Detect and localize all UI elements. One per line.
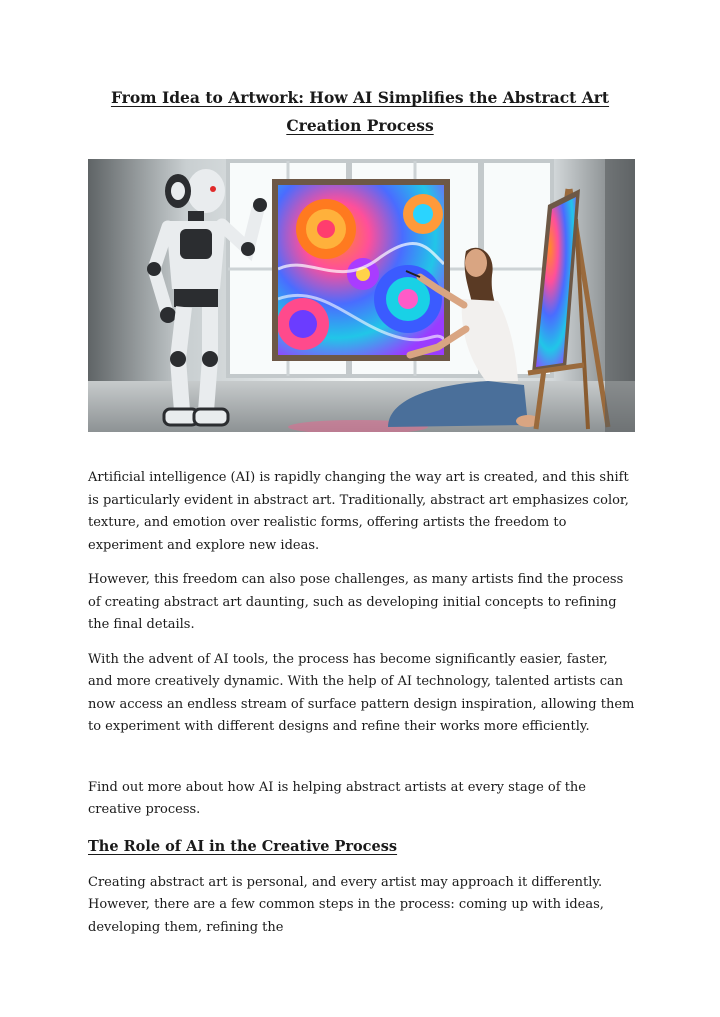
section-heading: The Role of AI in the Creative Process	[88, 837, 398, 855]
hero-illustration	[88, 159, 635, 432]
paragraph-challenges: However, this freedom can also pose challenges, as many artists find the process of creating abstract art daunting, such as developing initial concepts to refining the final details.	[88, 572, 624, 632]
paragraph-section: Creating abstract art is personal, and every artist may approach it differently. However, there are a few common steps in the process: coming up with ideas, developing them, refining the	[88, 874, 604, 935]
paragraph-ai-tools: With the advent of AI tools, the process has become significantly easier, faster, and more creatively dynamic. With the help of AI technology, talented artists can now access an endless stream of surface pattern design inspiration, allowing them to experiment with different designs and refine their works more efficiently.	[88, 651, 635, 734]
paragraph-find-out-more: Find out more about how AI is helping abstract artists at every stage of the creative process.	[88, 779, 586, 817]
article-body	[88, 467, 636, 951]
paragraph-intro: Artificial intelligence (AI) is rapidly changing the way art is created, and this shift is particularly evident in abstract art. Traditionally, abstract art emphasizes color, texture, and emotion over realistic forms, offering artists the freedom to experiment and explore new ideas.	[88, 470, 629, 553]
article-title: From Idea to Artwork: How AI Simplifies the Abstract Art Creation Process	[110, 88, 610, 135]
abstract-canvas	[272, 179, 450, 361]
